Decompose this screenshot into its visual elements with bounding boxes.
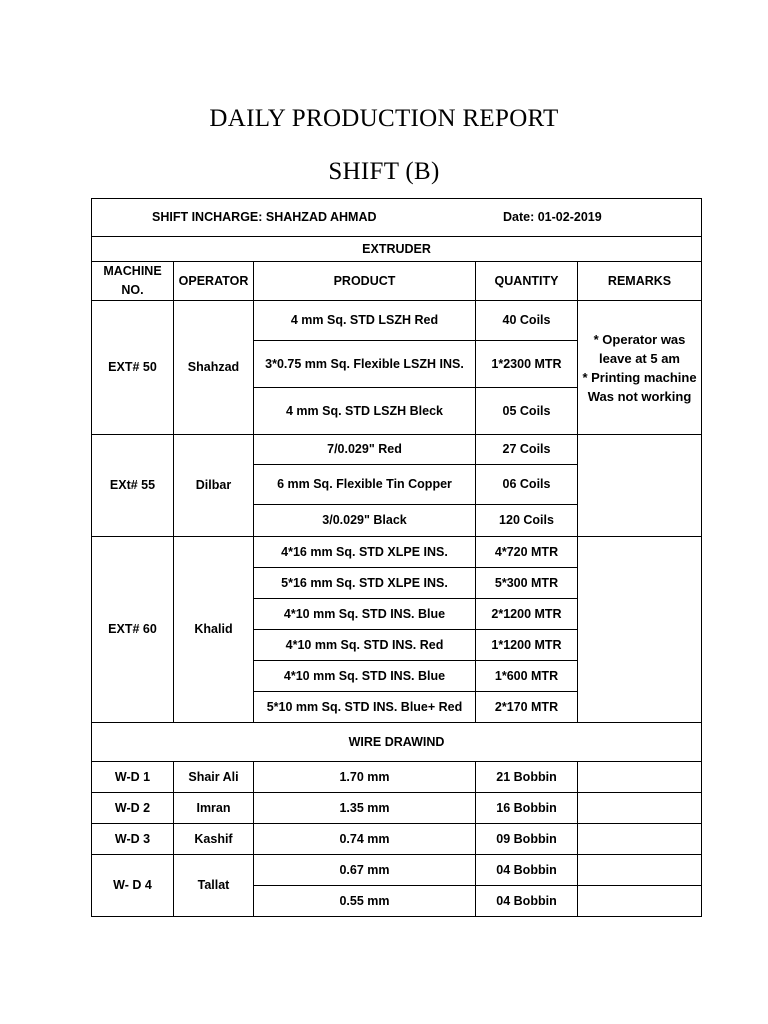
quantity-cell: 5*300 MTR [476,568,578,599]
product-cell: 6 mm Sq. Flexible Tin Copper [254,465,476,505]
table-row [92,301,702,341]
operator-cell: Imran [174,793,254,824]
table-row [92,762,702,793]
machine-cell: EXT# 50 [92,301,174,435]
product-cell: 0.74 mm [254,824,476,855]
product-cell: 4*10 mm Sq. STD INS. Red [254,630,476,661]
quantity-cell: 04 Bobbin [476,855,578,886]
operator-cell: Shair Ali [174,762,254,793]
table-row [92,537,702,568]
product-cell: 3/0.029" Black [254,505,476,537]
quantity-cell: 16 Bobbin [476,793,578,824]
column-header-row [92,262,702,301]
quantity-cell: 4*720 MTR [476,537,578,568]
quantity-cell: 09 Bobbin [476,824,578,855]
shift-title: SHIFT (B) [328,158,440,185]
col-header-product: PRODUCT [254,262,476,301]
quantity-cell: 05 Coils [476,388,578,435]
machine-cell: EXt# 55 [92,435,174,537]
table-row [92,824,702,855]
product-cell: 0.67 mm [254,855,476,886]
table-row [92,855,702,886]
section-row-extruder [92,237,702,262]
product-cell: 5*10 mm Sq. STD INS. Blue+ Red [254,692,476,723]
remarks-cell [578,855,702,886]
product-cell: 1.35 mm [254,793,476,824]
report-title: DAILY PRODUCTION REPORT [209,105,559,132]
remarks-cell [578,762,702,793]
product-cell: 4*10 mm Sq. STD INS. Blue [254,599,476,630]
machine-cell: W- D 4 [92,855,174,917]
quantity-cell: 1*1200 MTR [476,630,578,661]
col-header-quantity: QUANTITY [476,262,578,301]
remark-line: * Operator was leave at 5 am [593,331,686,366]
product-cell: 0.55 mm [254,886,476,917]
remarks-cell [578,301,702,435]
quantity-cell: 120 Coils [476,505,578,537]
operator-cell: Shahzad [174,301,254,435]
quantity-cell: 40 Coils [476,301,578,341]
operator-cell: Dilbar [174,435,254,537]
operator-cell: Tallat [174,855,254,917]
remarks-cell [578,435,702,537]
product-cell: 4 mm Sq. STD LSZH Bleck [254,388,476,435]
production-table [91,198,702,917]
operator-cell: Kashif [174,824,254,855]
quantity-cell: 2*170 MTR [476,692,578,723]
remarks-cell [578,537,702,723]
report-date: Date: 01-02-2019 [503,210,602,224]
machine-cell: W-D 2 [92,793,174,824]
quantity-cell: 04 Bobbin [476,886,578,917]
section-title-wire-drawing: WIRE DRAWIND [92,723,702,762]
remarks-cell [578,886,702,917]
product-cell: 5*16 mm Sq. STD XLPE INS. [254,568,476,599]
col-header-operator: OPERATOR [174,262,254,301]
quantity-cell: 1*600 MTR [476,661,578,692]
product-cell: 7/0.029" Red [254,435,476,465]
quantity-cell: 06 Coils [476,465,578,505]
remark-line: * Printing machine Was not working [582,369,697,404]
quantity-cell: 2*1200 MTR [476,599,578,630]
operator-cell: Khalid [174,537,254,723]
product-cell: 1.70 mm [254,762,476,793]
product-cell: 4*16 mm Sq. STD XLPE INS. [254,537,476,568]
quantity-cell: 1*2300 MTR [476,341,578,388]
remarks-cell [578,824,702,855]
table-row [92,435,702,465]
quantity-cell: 21 Bobbin [476,762,578,793]
machine-cell: W-D 1 [92,762,174,793]
col-header-machine: MACHINE NO. [92,262,174,301]
product-cell: 4*10 mm Sq. STD INS. Blue [254,661,476,692]
product-cell: 3*0.75 mm Sq. Flexible LSZH INS. [254,341,476,388]
machine-cell: W-D 3 [92,824,174,855]
machine-cell: EXT# 60 [92,537,174,723]
shift-incharge: SHIFT INCHARGE: SHAHZAD AHMAD [152,210,377,224]
remarks-cell [578,793,702,824]
header-row [92,199,702,237]
section-title-extruder: EXTRUDER [92,237,702,262]
table-row [92,793,702,824]
quantity-cell: 27 Coils [476,435,578,465]
section-row-wire-drawing [92,723,702,762]
product-cell: 4 mm Sq. STD LSZH Red [254,301,476,341]
col-header-remarks: REMARKS [578,262,702,301]
